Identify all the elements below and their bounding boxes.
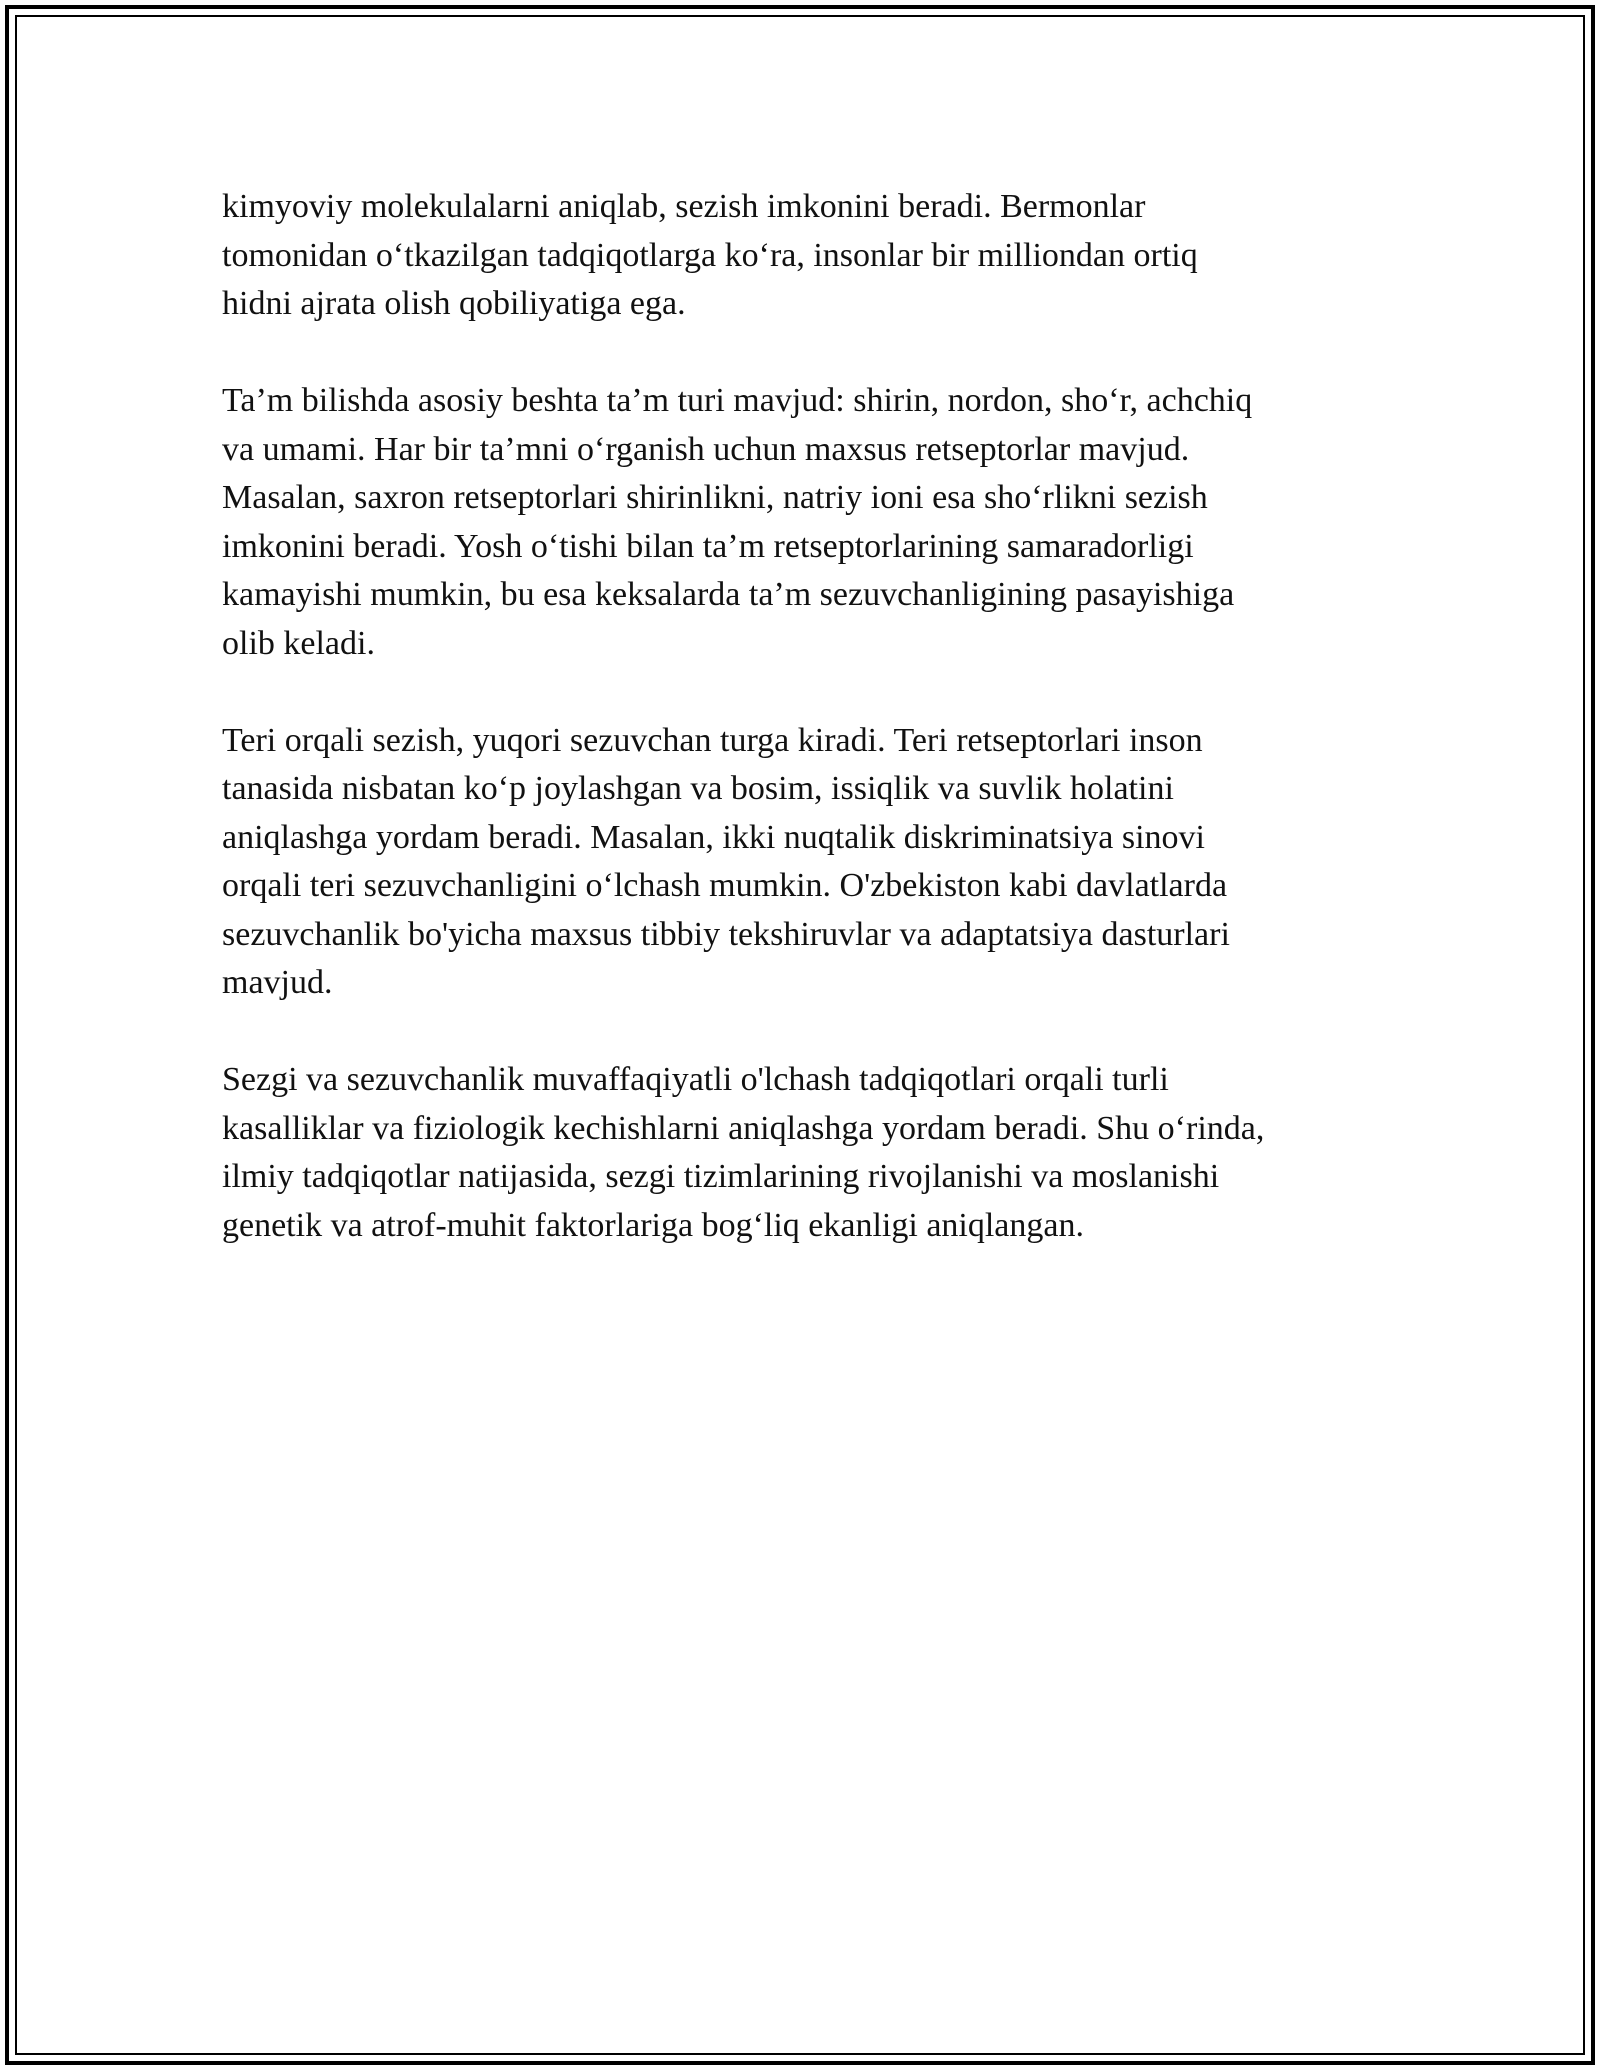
paragraph-smell: kimyoviy molekulalarni aniqlab, sezish imkonini beradi. Bermonlar tomonidan o‘tkazilgan tadqiqotlarga ko‘ra, insonlar bir milliondan ortiq hidni ajrata olish qobiliyatiga ega. <box>222 188 1198 322</box>
document-body <box>222 183 1382 1299</box>
paragraph-conclusion: Sezgi va sezuvchanlik muvaffaqiyatli o'lchash tadqiqotlari orqali turli kasalliklar va fiziologik kechishlarni aniqlashga yordam beradi. Shu o‘rinda, ilmiy tadqiqotlar natijasida, sezgi tizimlarining rivojlanishi va moslanishi genetik va atrof-muhit faktorlariga bog‘liq ekanligi aniqlangan. <box>222 1061 1265 1244</box>
paragraph-taste: Ta’m bilishda asosiy beshta ta’m turi mavjud: shirin, nordon, sho‘r, achchiq va umami. Har bir ta’mni o‘rganish uchun maxsus retseptorlar mavjud. Masalan, saxron retseptorlari shirinlikni, natriy ioni esa sho‘rlikni sezish imkonini beradi. Yosh o‘tishi bilan ta’m retseptorlarining samaradorligi kamayishi mumkin, bu esa keksalarda ta’m sezuvchanligining pasayishiga olib keladi. <box>222 382 1253 662</box>
paragraph-touch: Teri orqali sezish, yuqori sezuvchan turga kiradi. Teri retseptorlari inson tanasida nisbatan ko‘p joylashgan va bosim, issiqlik va suvlik holatini aniqlashga yordam beradi. Masalan, ikki nuqtalik diskriminatsiya sinovi orqali teri sezuvchanligini o‘lchash mumkin. O'zbekiston kabi davlatlarda sezuvchanlik bo'yicha maxsus tibbiy tekshiruvlar va adaptatsiya dasturlari mavjud. <box>222 721 1230 1001</box>
